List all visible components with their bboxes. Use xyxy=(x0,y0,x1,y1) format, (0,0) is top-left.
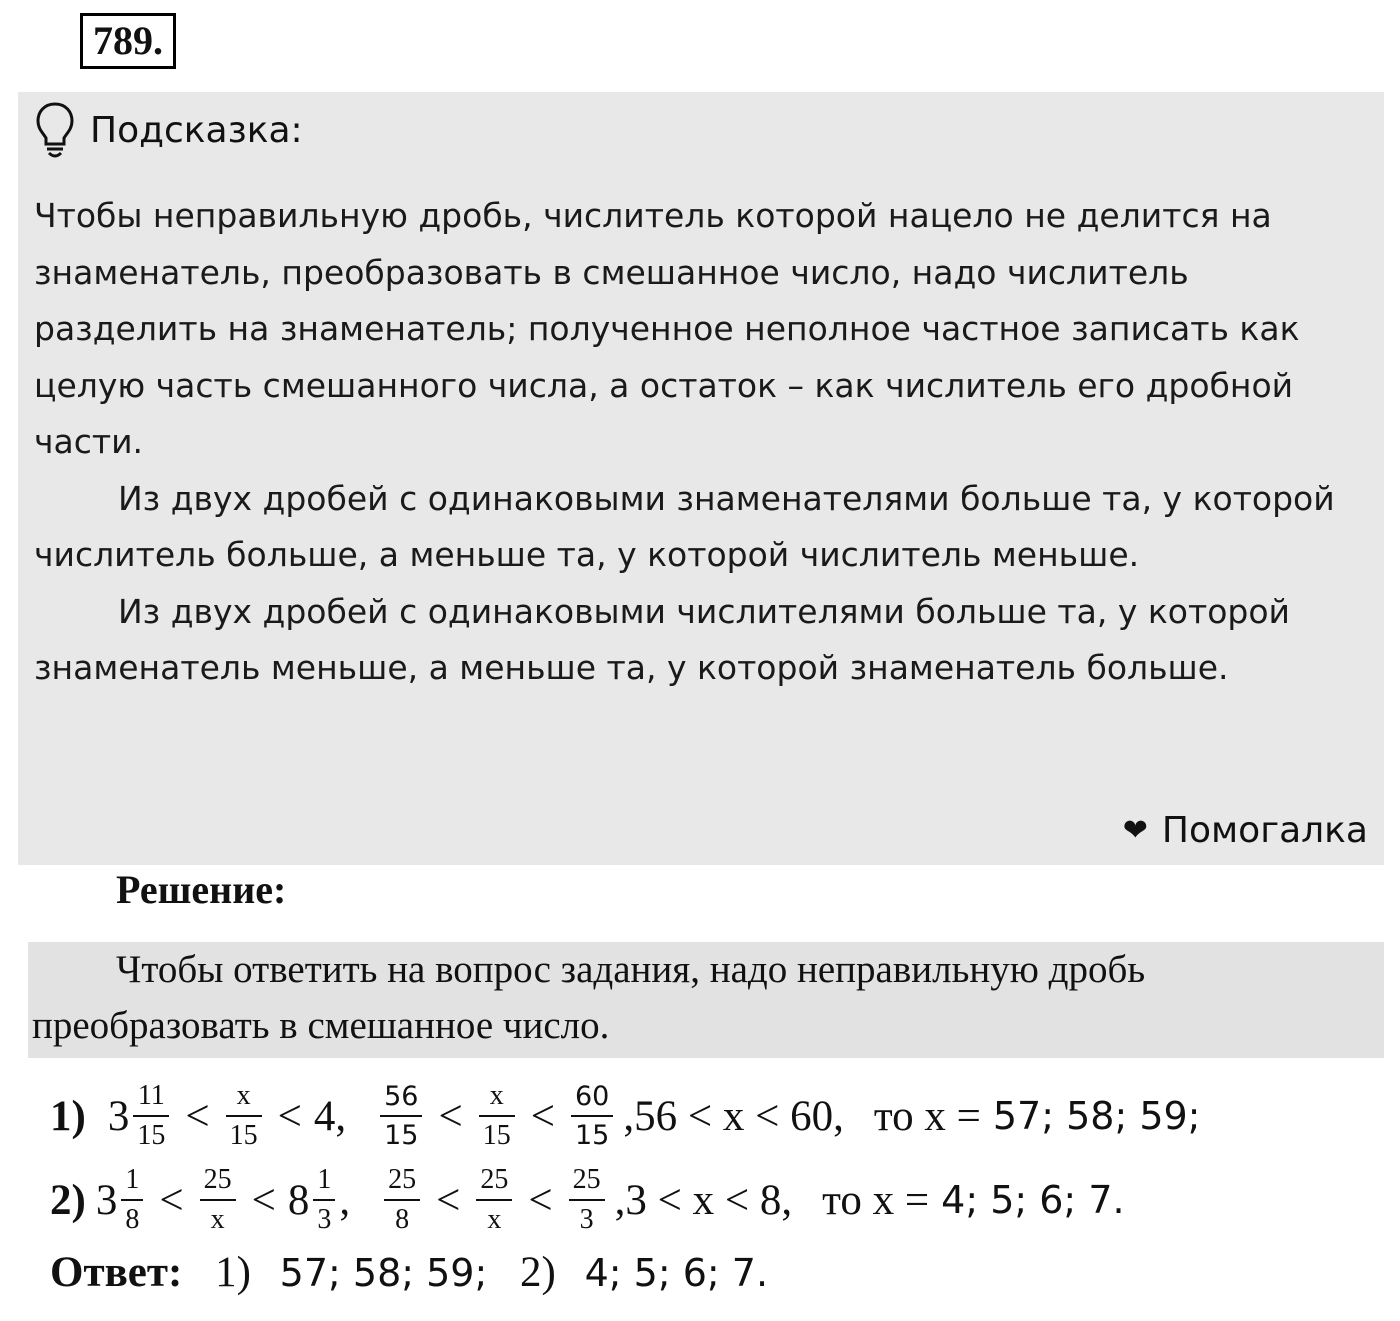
whole-part: 3 xyxy=(107,1092,130,1140)
solution-title: Решение: xyxy=(116,867,287,912)
hint-text xyxy=(34,188,1374,697)
then-text: то x = xyxy=(822,1176,930,1224)
denominator: 15 xyxy=(137,1120,166,1151)
numerator: 11 xyxy=(137,1080,165,1111)
numerator: 1 xyxy=(125,1164,140,1195)
fraction xyxy=(479,1082,515,1150)
less-than: < xyxy=(277,1092,302,1140)
numerator: x xyxy=(489,1080,504,1111)
then-text: то x = xyxy=(873,1092,981,1140)
fraction xyxy=(313,1166,335,1234)
hint-paragraph: Чтобы неправильную дробь, числитель которой нацело не делится на знаменатель, преобразовать в смешанное число, надо числитель разделить на знаменатель; полученное неполное частное записать как целую часть смешанного числа, а остаток – как числитель его дробной части. xyxy=(34,196,1300,461)
fraction xyxy=(226,1082,262,1150)
denominator: x xyxy=(210,1204,225,1235)
less-than: < xyxy=(530,1092,555,1140)
fraction xyxy=(121,1166,143,1234)
solution-intro xyxy=(32,942,1372,1054)
numerator: 25 xyxy=(203,1164,232,1195)
result-values: 4; 5; 6; 7. xyxy=(941,1178,1125,1222)
fraction xyxy=(380,1083,422,1149)
denominator: 3 xyxy=(317,1204,332,1235)
fraction xyxy=(133,1082,169,1150)
result-values: 57; 58; 59; xyxy=(992,1094,1201,1138)
denominator: 15 xyxy=(482,1120,511,1151)
denominator: 8 xyxy=(395,1204,410,1235)
fraction xyxy=(569,1166,605,1234)
answer-part-label: 1) xyxy=(215,1249,251,1296)
denominator: 15 xyxy=(575,1120,610,1151)
less-than: < xyxy=(528,1176,553,1224)
line-label: 1) xyxy=(50,1092,86,1140)
task-number: 789. xyxy=(80,13,176,69)
numerator: 60 xyxy=(575,1081,610,1112)
numerator: x xyxy=(236,1080,251,1111)
hint-paragraph: Из двух дробей с одинаковыми числителями больше та, у которой знаменатель меньше, а меньше та, у которой знаменатель больше. xyxy=(34,591,1290,687)
inequality: ,56 < x < 60, xyxy=(623,1092,844,1140)
fraction xyxy=(200,1166,236,1234)
line-label: 2) xyxy=(50,1176,86,1224)
helper-link[interactable] xyxy=(1123,810,1368,851)
fraction xyxy=(476,1166,512,1234)
heart-icon: ❤ xyxy=(1122,813,1148,848)
denominator: 3 xyxy=(579,1204,594,1235)
less-than: < xyxy=(159,1176,184,1224)
numerator: 1 xyxy=(317,1164,332,1195)
solution-intro-text: Чтобы ответить на вопрос задания, надо неправильную дробь преобразовать в смешанное число. xyxy=(32,948,1146,1047)
hint-paragraph: Из двух дробей с одинаковыми знаменателями больше та, у которой числитель больше, а меньше та, у которой числитель меньше. xyxy=(34,478,1335,574)
answer-line xyxy=(50,1248,768,1297)
fraction xyxy=(571,1083,613,1149)
numerator: 25 xyxy=(572,1164,601,1195)
bound: 4, xyxy=(313,1092,347,1140)
numerator: 56 xyxy=(384,1081,419,1112)
denominator: 8 xyxy=(125,1204,140,1235)
fraction xyxy=(384,1166,420,1234)
comma: , xyxy=(339,1176,351,1224)
denominator: 15 xyxy=(384,1120,419,1151)
lightbulb-icon xyxy=(34,100,76,160)
math-line-2 xyxy=(50,1166,1125,1234)
less-than: < xyxy=(438,1092,463,1140)
less-than: < xyxy=(251,1176,276,1224)
hint-header xyxy=(34,100,303,160)
answer-label: Ответ: xyxy=(50,1249,183,1296)
answer-values: 57; 58; 59; xyxy=(279,1251,488,1295)
denominator: 15 xyxy=(229,1120,258,1151)
math-line-1 xyxy=(50,1082,1201,1150)
numerator: 25 xyxy=(388,1164,417,1195)
answer-part-label: 2) xyxy=(520,1249,556,1296)
denominator: x xyxy=(487,1204,502,1235)
numerator: 25 xyxy=(480,1164,509,1195)
hint-title: Подсказка: xyxy=(90,109,303,151)
helper-label: Помогалка xyxy=(1161,810,1368,851)
whole-part: 3 xyxy=(95,1176,118,1224)
answer-values: 4; 5; 6; 7. xyxy=(584,1251,769,1295)
less-than: < xyxy=(185,1092,210,1140)
inequality: ,3 < x < 8, xyxy=(614,1176,793,1224)
whole-part: 8 xyxy=(287,1176,310,1224)
less-than: < xyxy=(436,1176,461,1224)
